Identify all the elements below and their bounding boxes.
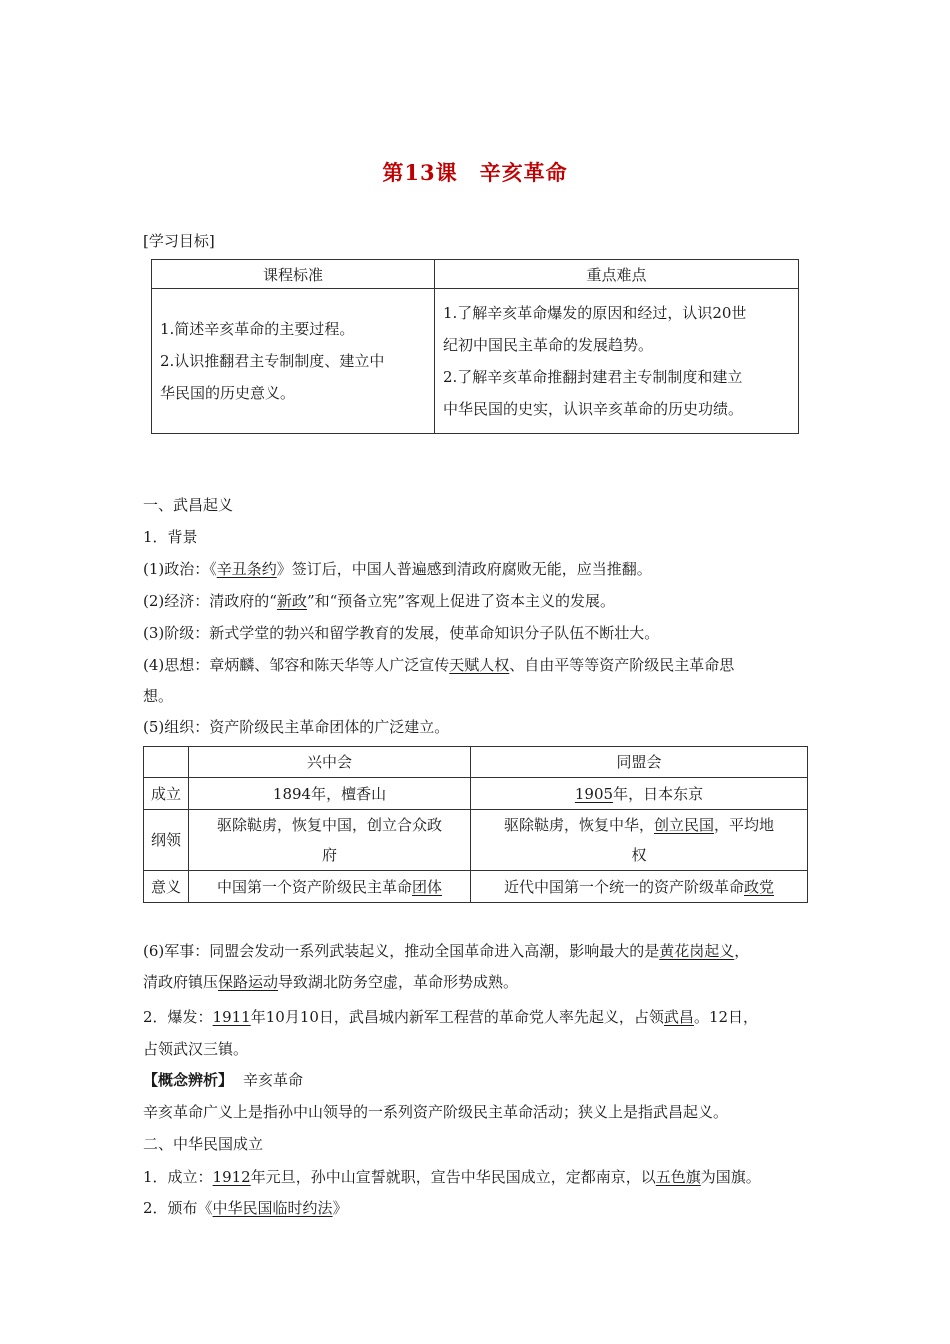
goals-standard-cell: 1.简述辛亥革命的主要过程。 2.认识推翻君主专制制度、建立中 华民国的历史意义。 — [152, 289, 435, 434]
goals-label: [学习目标] — [143, 232, 215, 250]
section-heading-wuchang: 一、武昌起义 — [143, 496, 234, 514]
goals-header-standard: 课程标准 — [152, 260, 435, 289]
concept-heading: 【概念辨析】 辛亥革命 — [143, 1071, 304, 1089]
org-cell-program-tmh: 驱除鞑虏，恢复中华，创立民国，平均地 权 — [471, 810, 808, 871]
paragraph-class: (3)阶级：新式学堂的勃兴和留学教育的发展，使革命知识分子队伍不断壮大。 — [143, 624, 660, 642]
concept-text: 辛亥革命广义上是指孙中山领导的一系列资产阶级民主革命活动；狭义上是指武昌起义。 — [143, 1103, 729, 1121]
learning-goals-table — [151, 259, 799, 434]
org-cell-significance-xzh: 中国第一个资产阶级民主革命团体 — [189, 871, 471, 903]
paragraph-outbreak-cont: 占领武汉三镇。 — [143, 1040, 249, 1058]
paragraph-military: (6)军事：同盟会发动一系列武装起义，推动全国革命进入高潮，影响最大的是黄花岗起义， — [143, 942, 750, 960]
org-cell-program-xzh: 驱除鞑虏，恢复中国，创立合众政 府 — [189, 810, 471, 871]
org-header-tongmenghui: 同盟会 — [471, 747, 808, 778]
page-title: 第13课 辛亥革命 — [382, 160, 568, 185]
org-cell-founded-tmh: 1905年，日本东京 — [471, 778, 808, 810]
paragraph-constitution: 2．颁布《中华民国临时约法》 — [143, 1199, 348, 1217]
goals-key-points-cell: 1.了解辛亥革命爆发的原因和经过，认识20世 纪初中国民主革命的发展趋势。 2.了解辛亥革命推翻封建君主专制制度和建立 中华民国的史实，认识辛亥革命的历史功绩。 — [435, 289, 799, 434]
paragraph-thought: (4)思想：章炳麟、邹容和陈天华等人广泛宣传天赋人权、自由平等等资产阶级民主革命思 — [143, 656, 735, 674]
paragraph-economy: (2)经济：清政府的“新政”和“预备立宪”客观上促进了资本主义的发展。 — [143, 592, 615, 610]
org-cell-founded-xzh: 1894年，檀香山 — [189, 778, 471, 810]
paragraph-establishment: 1．成立：1912年元旦，孙中山宣誓就职，宣告中华民国成立，定都南京，以五色旗为国旗。 — [143, 1168, 761, 1186]
org-label-program: 纲领 — [144, 810, 189, 871]
subheading-background: 1．背景 — [143, 528, 198, 546]
org-cell-significance-tmh: 近代中国第一个统一的资产阶级革命政党 — [471, 871, 808, 903]
section-heading-roc: 二、中华民国成立 — [143, 1135, 264, 1153]
paragraph-outbreak: 2．爆发：1911年10月10日，武昌城内新军工程营的革命党人率先起义，占领武昌。12日， — [143, 1008, 759, 1026]
organizations-table — [143, 746, 808, 903]
paragraph-politics: (1)政治：《辛丑条约》签订后，中国人普遍感到清政府腐败无能，应当推翻。 — [143, 560, 652, 578]
paragraph-military-cont: 清政府镇压保路运动导致湖北防务空虚，革命形势成熟。 — [143, 973, 519, 991]
paragraph-organization: (5)组织：资产阶级民主革命团体的广泛建立。 — [143, 718, 450, 736]
org-header-xingzhonghui: 兴中会 — [189, 747, 471, 778]
goals-header-key-points: 重点难点 — [435, 260, 799, 289]
org-label-founded: 成立 — [144, 778, 189, 810]
org-header-empty — [144, 747, 189, 778]
paragraph-thought-cont: 想。 — [143, 687, 174, 705]
org-label-significance: 意义 — [144, 871, 189, 903]
